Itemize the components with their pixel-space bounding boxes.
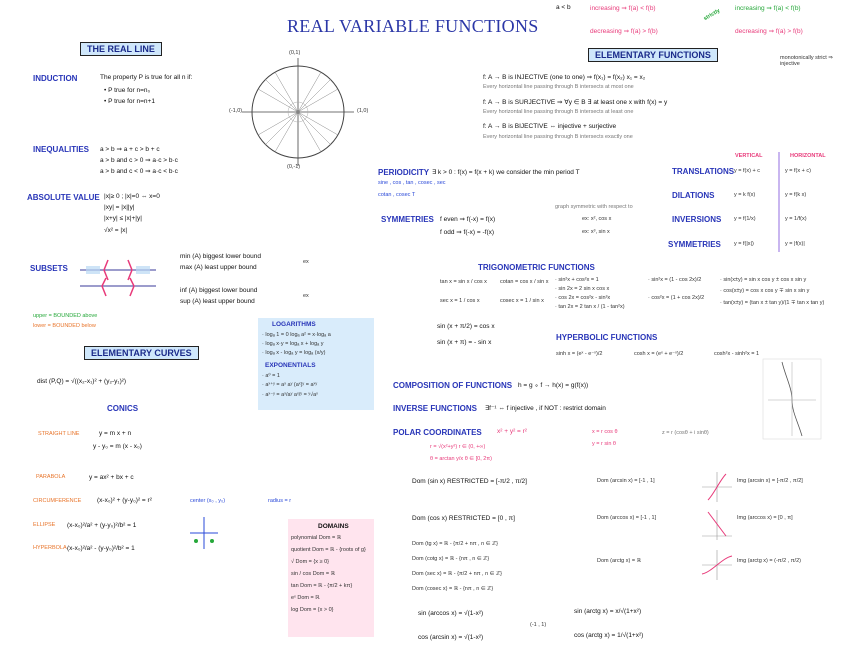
bijective-note: Every horizontal line passing through B intersects exactly one <box>483 134 633 140</box>
trig-shift-1: sin (x + π/2) = cos x <box>437 323 495 330</box>
polar-eq-1: x² + y² = r² <box>497 428 527 435</box>
translation-horizontal: y = f(x + c) <box>785 168 811 174</box>
sec-def: sec x = 1 / cos x <box>440 298 480 304</box>
domain-cotg: Dom (cotg x) = ℝ - {nπ , n ∈ ℤ} <box>412 556 490 562</box>
inversion-horizontal: y = 1/f(x) <box>785 216 807 222</box>
periodicity-def: ∃ k > 0 : f(x) = f(x + k) we consider the min period T <box>432 169 580 176</box>
parabola-eq: y = ax² + bx + c <box>89 474 134 481</box>
hyperbolic-graph-sketch <box>762 358 822 440</box>
trig-identity-3: · cos 2x = cos²x - sin²x <box>555 295 611 301</box>
inversions-label: INVERSIONS <box>672 215 722 224</box>
trig-identity-2: · sin 2x = 2 sin x cos x <box>555 286 610 292</box>
dilation-vertical: y = k f(x) <box>734 192 756 198</box>
hyperbolic-functions-label: HYPERBOLIC FUNCTIONS <box>556 333 658 342</box>
circumference-eq: (x-x₀)² + (y-y₀)² = r² <box>97 497 152 504</box>
inverse-def: ∃f⁻¹ ⇔ f injective , if NOT : restrict domain <box>485 405 606 412</box>
domain-quotient: quotient Dom = ℝ - {roots of g} <box>291 547 366 553</box>
polar-label: POLAR COORDINATES <box>393 428 482 437</box>
domain-sincos: sin / cos Dom = ℝ <box>291 571 335 577</box>
arcsin-graph <box>700 470 734 504</box>
surjective-note: Every horizontal line passing through B intersects at least one <box>483 109 634 115</box>
subset-tag-1: ex <box>303 259 309 265</box>
straight-line-eq-2: y - y₀ = m (x - x₀) <box>93 443 142 450</box>
induction-bullet-2: • P true for n=n+1 <box>104 98 155 105</box>
subset-inf: inf (A) biggest lower bound <box>180 287 258 294</box>
tan-def: tan x = sin x / cos x <box>440 279 487 285</box>
circumference-center: center (x₀ , y₀) <box>190 498 226 504</box>
circumference-label: CIRCUMFERENCE <box>33 498 82 504</box>
section-elementary-functions: ELEMENTARY FUNCTIONS <box>588 48 718 62</box>
restricted-sin: Dom (sin x) RESTRICTED = [-π/2 , π/2] <box>412 478 527 485</box>
abs-rule-1: |x|≥ 0 ; |x|=0 ⇔ x=0 <box>104 193 160 200</box>
image-arccos: Img (arccos x) = [0 , π] <box>737 515 793 521</box>
dilations-label: DILATIONS <box>672 191 715 200</box>
subset-sup: sup (A) least upper bound <box>180 298 255 305</box>
domain-arctg: Dom (arctg x) = ℝ <box>597 558 641 564</box>
subset-tag-2: ex <box>303 293 309 299</box>
increasing-def-1: increasing ⇒ f(a) < f(b) <box>590 5 656 12</box>
sinh-def: sinh x = (eˣ - e⁻ˣ)/2 <box>556 351 603 357</box>
arctg-graph <box>700 548 734 582</box>
symmetries-note: graph symmetric with respect to <box>555 204 633 210</box>
exponentials-title: EXPONENTIALS <box>265 362 316 369</box>
logs-title: LOGARITHMS <box>272 321 316 328</box>
inequality-3: a > b and c < 0 ⇒ a·c < b·c <box>100 168 178 175</box>
hyperbolic-identity: cosh²x - sinh²x = 1 <box>714 351 760 357</box>
log-rule-2: · logₐ x·y = logₐ x + logₐ y <box>262 341 324 347</box>
surjective-def: f: A → B is SURJECTIVE ⇒ ∀y ∈ B ∃ at least one x with f(x) = y <box>483 99 668 106</box>
composition-def: h = g ∘ f → h(x) = g(f(x)) <box>518 382 589 389</box>
subsets-number-line <box>78 252 158 302</box>
section-elementary-curves: ELEMENTARY CURVES <box>84 346 199 360</box>
unit-circle-bottom: (0,-1) <box>287 164 301 170</box>
unit-circle-top: (0,1) <box>289 50 301 56</box>
periodicity-note: sine , cos , tan , cosec , sec <box>378 180 446 186</box>
symmetry-even: f even ⇒ f(-x) = f(x) <box>440 216 496 223</box>
domain-tg: Dom (tg x) = ℝ - {π/2 + nπ , n ∈ ℤ} <box>412 541 498 547</box>
symmetry2-horizontal: y = |f(x)| <box>785 241 805 247</box>
trig-identity-1: · sin²x + cos²x = 1 <box>555 277 599 283</box>
polar-eq-4: x = r cos θ <box>592 429 618 435</box>
bounded-above: upper = BOUNDED above <box>33 313 98 319</box>
domain-exp: eˣ Dom = ℝ <box>291 595 320 601</box>
cotan-def: cotan = cos x / sin x <box>500 279 549 285</box>
symmetry-even-example: ex: x², cos x <box>582 216 612 222</box>
sin-arctg: sin (arctg x) = x/√(1+x²) <box>574 608 642 615</box>
trig-identity-4: · tan 2x = 2 tan x / (1 - tan²x) <box>555 304 625 310</box>
trig-identity-5: · sin²x = (1 - cos 2x)/2 <box>648 277 702 283</box>
composition-label: COMPOSITION OF FUNCTIONS <box>393 381 513 390</box>
abs-rule-2: |xy| = |x||y| <box>104 204 135 211</box>
domains-title: DOMAINS <box>318 523 349 530</box>
cos-arcsin: cos (arcsin x) = √(1-x²) <box>418 634 484 641</box>
subset-max: max (A) least upper bound <box>180 264 257 271</box>
decreasing-def-1: decreasing ⇒ f(a) > f(b) <box>590 28 658 35</box>
induction-text: The property P is true for all n if: <box>100 74 193 81</box>
bijective-def: f: A → B is BIJECTIVE ⇔ injective + surjective <box>483 123 617 130</box>
trig-identity-7: · sin(x±y) = sin x cos y ± cos x sin y <box>720 277 807 283</box>
straight-line-eq-1: y = m x + n <box>99 430 132 437</box>
transform-divider <box>778 152 780 252</box>
symmetry-odd: f odd ⇒ f(-x) = -f(x) <box>440 229 495 236</box>
strictly-label: strictly <box>702 7 722 23</box>
domain-arccos: Dom (arccos x) = [-1 , 1] <box>597 515 657 521</box>
log-rule-3: · logₐ x - logₐ y = logₐ (x/y) <box>262 350 326 356</box>
symmetries-label: SYMMETRIES <box>381 215 434 224</box>
image-arcsin: Img (arcsin x) = [-π/2 , π/2] <box>737 478 803 484</box>
symmetry2-vertical: y = f(|x|) <box>734 241 754 247</box>
inversion-vertical: y = f(1/x) <box>734 216 756 222</box>
hyperbola-label: HYPERBOLA <box>33 545 67 551</box>
trig-identity-8: · cos(x±y) = cos x cos y ∓ sin x sin y <box>720 288 810 294</box>
parabola-label: PARABOLA <box>36 474 66 480</box>
polar-eq-2: r = √(x²+y²) r ∈ (0, +∞) <box>430 444 486 450</box>
section-real-line: THE REAL LINE <box>80 42 162 56</box>
domain-log: log Dom = {x > 0} <box>291 607 334 613</box>
domain-polynomial: polynomial Dom = ℝ <box>291 535 342 541</box>
log-rule-1: · logₐ 1 = 0 logₐ a² = x·logₐ a <box>262 332 331 338</box>
absolute-value-label: ABSOLUTE VALUE <box>27 193 100 202</box>
induction-label: INDUCTION <box>33 74 78 83</box>
inverse-label: INVERSE FUNCTIONS <box>393 404 478 413</box>
page-title: REAL VARIABLE FUNCTIONS <box>287 16 539 36</box>
ellipse-label: ELLIPSE <box>33 522 56 528</box>
vertical-header: VERTICAL <box>735 153 763 159</box>
image-arctg: Img (arctg x) = (-π/2 , π/2) <box>737 558 801 564</box>
translations-label: TRANSLATIONS <box>672 167 735 176</box>
horizontal-header: HORIZONTAL <box>790 153 826 159</box>
trig-shift-2: sin (x + π) = - sin x <box>437 339 492 346</box>
circumference-radius: radius = r <box>268 498 292 504</box>
unit-circle-left: (-1,0) <box>229 108 243 114</box>
symmetry-odd-example: ex: x³, sin x <box>582 229 610 235</box>
subsets-label: SUBSETS <box>30 264 68 273</box>
injective-note: Every horizontal line passing through B intersects at most one <box>483 84 634 90</box>
sin-arccos: sin (arccos x) = √(1-x²) <box>418 610 484 617</box>
axes-sketch <box>188 515 220 551</box>
restricted-cos: Dom (cos x) RESTRICTED = [0 , π] <box>412 515 515 522</box>
translation-vertical: y = f(x) + c <box>734 168 760 174</box>
increasing-def-2: increasing ⇒ f(a) < f(b) <box>735 5 801 12</box>
induction-bullet-1: • P true for n=n₀ <box>104 87 151 94</box>
inequalities-label: INEQUALITIES <box>33 145 90 154</box>
cosec-def: cosec x = 1 / sin x <box>500 298 544 304</box>
trig-identity-9: · tan(x±y) = (tan x ± tan y)/(1 ∓ tan x tan y) <box>720 300 825 306</box>
unit-circle-right: (1,0) <box>357 108 369 114</box>
domain-cosec: Dom (cosec x) = ℝ - {nπ , n ∈ ℤ} <box>412 586 494 592</box>
monotonic-ab: a < b <box>556 4 571 11</box>
periodicity-label: PERIODICITY <box>378 168 430 177</box>
domain-sec: Dom (sec x) = ℝ - {π/2 + nπ , n ∈ ℤ} <box>412 571 502 577</box>
subset-min: min (A) biggest lower bound <box>180 253 261 260</box>
unit-circle-diagram <box>228 52 368 172</box>
conics-label: CONICS <box>107 404 139 413</box>
domain-tan: tan Dom = ℝ - {π/2 + kπ} <box>291 583 353 589</box>
symmetries2-label: SYMMETRIES <box>668 240 721 249</box>
abs-rule-3: |x+y| ≤ |x|+|y| <box>104 215 142 222</box>
bounded-below: lower = BOUNDED below <box>33 323 96 329</box>
dilation-horizontal: y = f(k x) <box>785 192 807 198</box>
injective-def: f: A → B is INJECTIVE (one to one) ⇒ f(x₁) = f(x₂) x₁ = x₂ <box>483 74 646 81</box>
decreasing-def-2: decreasing ⇒ f(a) > f(b) <box>735 28 803 35</box>
hyperbola-eq: (x-x₀)²/a² - (y-y₀)²/b² = 1 <box>67 545 135 552</box>
abs-rule-4: √x² = |x| <box>104 227 128 234</box>
inequality-2: a > b and c > 0 ⇒ a·c > b·c <box>100 157 178 164</box>
exp-rule-1: · a⁰ = 1 <box>262 373 280 379</box>
ellipse-eq: (x-x₀)²/a² + (y-y₀)²/b² = 1 <box>67 522 137 529</box>
polar-note: z = r (cosθ + i sinθ) <box>662 430 709 436</box>
trig-functions-label: TRIGONOMETRIC FUNCTIONS <box>478 263 595 272</box>
domain-sqrt: √ Dom = {x ≥ 0} <box>291 559 329 565</box>
polar-eq-5: y = r sin θ <box>592 441 616 447</box>
polar-eq-3: θ = arctan y/x θ ∈ [0, 2π) <box>430 456 492 462</box>
cosh-def: cosh x = (eˣ + e⁻ˣ)/2 <box>634 351 684 357</box>
trig-identity-6: · cos²x = (1 + cos 2x)/2 <box>648 295 705 301</box>
arccos-graph <box>700 508 734 542</box>
periodicity-note-2: cotan , cosec T <box>378 192 416 198</box>
exp-rule-3: · aˣ⁻ʸ = aˣ/aʸ aˣ/ʸ = ʸ√aˣ <box>262 392 318 398</box>
distance-formula: dist (P,Q) = √((x₂-x₁)² + (y₂-y₁)²) <box>37 378 127 385</box>
domain-arcsin: Dom (arcsin x) = [-1 , 1] <box>597 478 655 484</box>
arc-range: (-1 , 1) <box>530 622 547 628</box>
exp-rule-2: · aˣ⁺ʸ = aˣ aʸ (aˣ)ʸ = aˣʸ <box>262 382 318 388</box>
cos-arctg: cos (arctg x) = 1/√(1+x²) <box>574 632 644 639</box>
inequality-1: a > b ⇒ a + c > b + c <box>100 146 160 153</box>
straight-line-label: STRAIGHT LINE <box>38 431 80 437</box>
injective-side-note: monotonically strict ⇒ injective <box>780 55 833 67</box>
